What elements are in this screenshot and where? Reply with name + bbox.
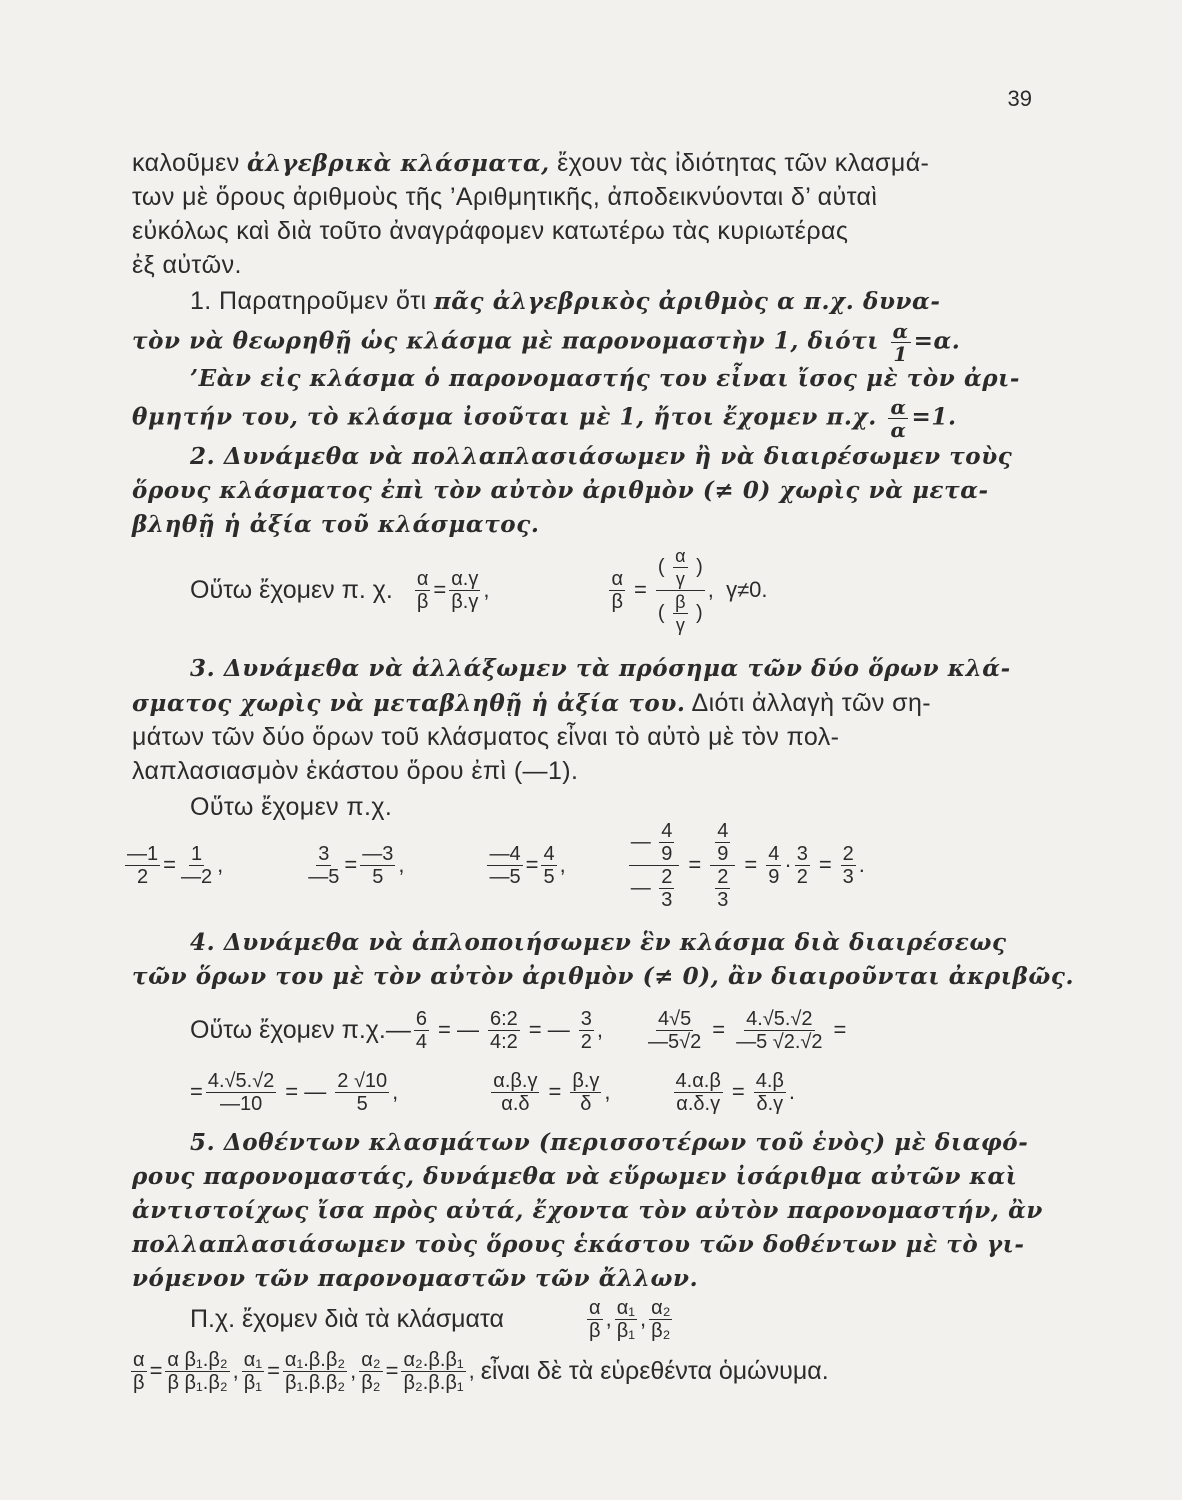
p2-line-2: ὅρους κλάσματος ἐπὶ τὸν αὐτὸν ἀριθμὸν (≠ 0) χωρὶς νὰ μετα- — [132, 477, 989, 504]
p5-line-4: πολλαπλασιάσωμεν τοὺς ὅρους ἑκάστου τῶν δοθέντων μὲ τὸ γι- — [132, 1231, 1025, 1258]
p4-line-1: 4. Δυνάμεθα νὰ ἁπλοποιήσωμεν ἓν κλάσμα διὰ διαιρέσεως — [190, 929, 1007, 956]
p2-example: Οὕτω ἔχομεν π. χ. $\frac{\alpha}{\beta}$ = $\frac{\alpha.\gamma}{\beta.\gamma}$ , $\frac{\alpha}{\beta}$ = ( $\frac{\alpha}{\gamma}$ ) ( $\frac{\beta}{\gamma}$ ) , γ≠0. — [190, 545, 768, 635]
p4-line-2: τῶν ὅρων του μὲ τὸν αὐτὸν ἀριθμὸν (≠ 0), ἂν διαιροῦνται ἀκριβῶς. — [132, 963, 1075, 990]
intro-line-3: εὐκόλως καὶ διὰ τοῦτο ἀναγράφομεν κατωτέρω τὰς κυριωτέρας — [132, 217, 849, 245]
p1-line-4: θμητήν του, τὸ κλάσμα ἰσοῦται μὲ 1, ἤτοι ἔχομεν π.χ. $\frac{\alpha}{\alpha}$ =1. — [132, 395, 957, 442]
p3-line-1: 3. Δυνάμεθα νὰ ἀλλάξωμεν τὰ πρόσημα τῶν δύο ὅρων κλά- — [190, 655, 1011, 682]
intro-line-1: καλοῦμεν ἀλγεβρικὰ κλάσματα, ἔχουν τὰς ἰδιότητας τῶν κλασμά- — [132, 149, 930, 177]
p3-line-2: σματος χωρὶς νὰ μεταβληθῇ ἡ ἀξία του. Διότι ἀλλαγὴ τῶν ση- — [132, 689, 932, 717]
p3-examples: $\frac{—1}{2}$ = $\frac{1}{—2}$ , $\frac{3}{—5}$ = $\frac{—3}{5}$ , $\frac{—4}{—5}$ = $\frac{4}{5}$ , — $\frac{4}{9}$ — $\frac{2}{3}$ = $\frac{\frac{4}{9}}{\frac{2}{3}}$ = $\frac{4}{9}$ · $\frac{3}{2}$ = $\frac{2}{3}$ . — [127, 819, 865, 911]
p2-line-3: βληθῇ ἡ ἀξία τοῦ κλάσματος. — [132, 511, 540, 538]
p5-line-5: νόμενον τῶν παρονομαστῶν τῶν ἄλλων. — [132, 1265, 699, 1292]
p4-example-1: Οὕτω ἔχομεν π.χ.— $\frac{6}{4}$ = — $\frac{6:2}{4:2}$ = — $\frac{3}{2}$ , $\frac{4√5}{—5√2}$ = $\frac{4.√5.√2}{—5 √2.√2}$ = — [190, 1007, 847, 1053]
p5-line-3: ἀντιστοίχως ἴσα πρὸς αὐτά, ἔχοντα τὸν αὐτὸν παρονομαστήν, ἂν — [132, 1197, 1043, 1224]
p3-example-label: Οὕτω ἔχομεν π.χ. — [190, 793, 393, 821]
p5-line-1: 5. Δοθέντων κλασμάτων (περισσοτέρων τοῦ ἑνὸς) μὲ διαφό- — [190, 1129, 1029, 1156]
intro-line-4: ἐξ αὐτῶν. — [132, 251, 242, 279]
p5-example-result: $\frac{\alpha}{\beta}$ = $\frac{\text{α β₁.β₂}}{\text{β β₁.β₂}}$ , $\frac{\text{α₁}}{\text{β₁}}$ = $\frac{\text{α₁.β.β₂}}{\text{β₁.β.β₂}}$ , $\frac{\text{α₂}}{\text{β₂}}$ = $\frac{\text{α₂.β.β₁}}{\text{β₂.β.β₁}}$ , εἶναι δὲ τὰ εὑρεθέντα ὁμώνυμα. — [133, 1348, 829, 1394]
p1-line-2: τὸν νὰ θεωρηθῇ ὡς κλάσμα μὲ παρονομαστὴν 1, διότι $\frac{\alpha}{1}$ =α. — [132, 319, 961, 366]
p1-line-1: 1. Παρατηροῦμεν ὅτι πᾶς ἀλγεβρικὸς ἀριθμὸς α π.χ. δυνα- — [190, 287, 941, 315]
p5-example-label: Π.χ. ἔχομεν διὰ τὰ κλάσματα $\frac{\alpha}{\beta}$ , $\frac{\text{α₁}}{\text{β₁}}$ , $\frac{\text{α₂}}{\text{β₂}}$ — [190, 1296, 671, 1342]
p2-line-1: 2. Δυνάμεθα νὰ πολλαπλασιάσωμεν ἢ νὰ διαιρέσωμεν τοὺς — [190, 443, 1013, 470]
page-number: 39 — [1007, 86, 1032, 111]
p1-line-3: ’Εὰν εἰς κλάσμα ὁ παρονομαστής του εἶναι ἴσος μὲ τὸν ἀρι- — [190, 365, 1021, 392]
intro-line-2: των μὲ ὅρους ἀριθμοὺς τῆς ’Αριθμητικῆς, ἀποδεικνύονται δ’ αὐταὶ — [132, 183, 878, 211]
p4-example-2: = $\frac{4.√5.√2}{—10}$ = — $\frac{2 √10}{5}$ , $\frac{\alpha.\beta.\gamma}{\alpha.\delta}$ = $\frac{\beta.\gamma}{\delta}$ , $\frac{4.\alpha.\beta}{\alpha.\delta.\gamma}$ = $\frac{4.\beta}{\delta.\gamma}$ . — [190, 1069, 796, 1115]
p3-line-3: μάτων τῶν δύο ὅρων τοῦ κλάσματος εἶναι τὸ αὐτὸ μὲ τὸν πολ- — [132, 723, 840, 751]
p5-line-2: ρους παρονομαστάς, δυνάμεθα νὰ εὕρωμεν ἰσάριθμα αὐτῶν καὶ — [132, 1163, 1018, 1190]
p3-line-4: λαπλασιασμὸν ἑκάστου ὅρου ἐπὶ (—1). — [132, 757, 579, 785]
